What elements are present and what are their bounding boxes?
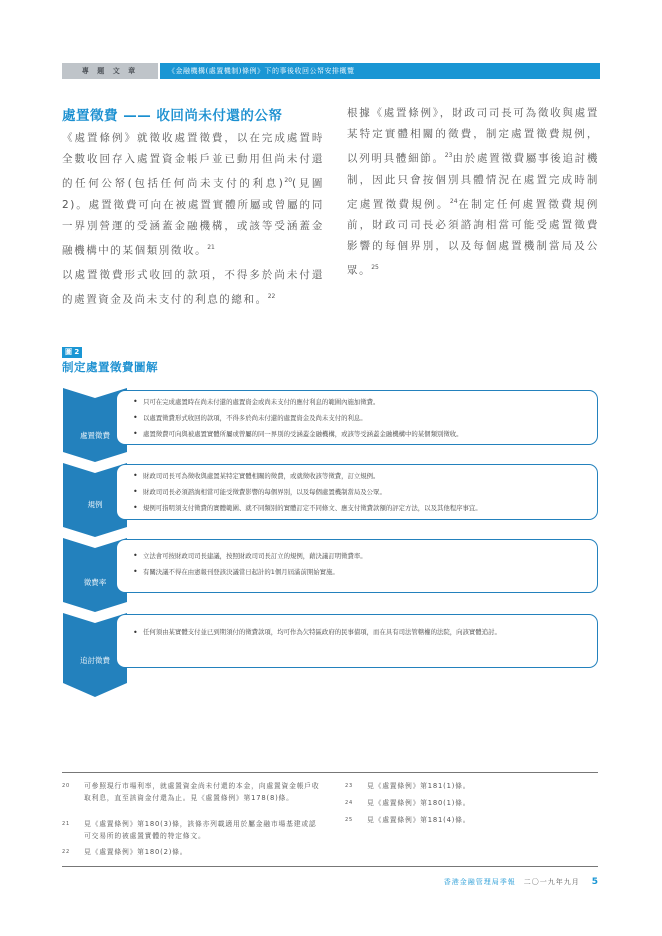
step-box-rate [116, 539, 598, 593]
issue-date: 二〇一九年九月 [523, 878, 580, 886]
bullet-item: • 處置徵費可向與被處置實體所屬或曾屬的同一界別的受涵蓋金融機構，或該等受涵蓋金融機構中的某個類別徵收。 [133, 426, 587, 442]
footnote-23: 23 見《處置條例》第181(1)條。 [345, 782, 471, 790]
figure-title: 制定處置徵費圖解 [62, 360, 158, 374]
footnote-ref[interactable]: 25 [371, 264, 379, 271]
figure-badge: 圖 2 [62, 347, 82, 358]
section-tag: 專 題 文 章 [62, 63, 158, 79]
step-label-levy: 處置徵費 [80, 431, 110, 440]
footnote-ref[interactable]: 20 [284, 177, 293, 184]
footnote-21: 21 見《處置條例》第180(3)條，該條亦列載適用於屬金融市場基建或認可交易所的被處置實體的特定條文。 [62, 820, 317, 840]
footnote-25: 25 見《處置條例》第181(4)條。 [345, 816, 471, 824]
bullet-item: • 以處置徵費形式收回的款項，不得多於尚未付還的處置資金及尚未支付的利息。 [133, 410, 587, 426]
bullet-item: • 財政司司長可為徵收與處置某特定實體相關的徵費，或就徵收該等徵費，訂立規例。 [133, 468, 587, 484]
footnote-ref[interactable]: 24 [449, 197, 458, 205]
step-label-recovery: 追討徵費 [80, 656, 110, 665]
paragraph-3: 根據《處置條例》，財政司司長可為徵收與處置某特定實體相關的徵費，制定處置徵費規例，以列明具體細節。$^{23}$由於處置徵費屬事後追討機制，因此只會按個別具體情況在處置完成時制定處置徵費規例。$^{24}$在制定任何處置徵費規例前，財政司司長必須諮詢相當可能受處置徵費影響的每個界別，以及每個處置機制當局及公眾。$^{25}$ [347, 107, 599, 277]
bullet-item: • 規例可指明須支付徵費的實體範圍、就不同類別的實體訂定不同條文、應支付徵費款額的評定方法，以及其他程序事宜。 [133, 500, 587, 516]
page-header [62, 63, 600, 79]
footnote-22: 22 見《處置條例》第180(2)條。 [62, 848, 188, 856]
bullet-item: • 財政司司長必須諮詢相當可能受徵費影響的每個界別，以及每個處置機制當局及公眾。 [133, 484, 587, 500]
section-heading: 處置徵費 —— 收回尚未付還的公帑 [62, 108, 283, 124]
footnote-divider [62, 772, 598, 773]
footnote-20: 20 可參照現行市場利率，就處置資金尚未付還的本金，向處置資金帳戶收取利息，直至該資金付還為止。見《處置條例》第178(8)條。 [62, 782, 320, 802]
bullet-item: • 任何須由某實體支付並已到期須付的徵費款項，均可作為欠特區政府的民事債項，而在具有司法管轄權的法院，向該實體追討。 [133, 627, 527, 638]
publication-name: 香港金融管理局季報 [443, 878, 516, 886]
step-box-recovery [116, 614, 598, 668]
bullet-item: • 有關決議不得在由憲報刊登該決議當日起計的1個月屆滿前開始實施。 [133, 564, 587, 580]
footnote-ref[interactable]: 22 [267, 293, 276, 300]
step-box-levy [116, 390, 598, 445]
footer-divider [62, 866, 598, 867]
footnote-ref[interactable]: 21 [207, 243, 215, 251]
page-footer [444, 877, 598, 887]
step-box-regulation [116, 464, 598, 520]
paragraph-2: 以處置徵費形式收回的款項，不得多於尚未付還的處置資金及尚未支付的利息的總和。$^{22}$ [62, 269, 324, 306]
step-label-regulation: 規例 [87, 500, 103, 509]
paragraph-1: 《處置條例》就徵收處置徵費，以在完成處置時全數收回存入處置資金帳戶並已動用但尚未付還的任何公帑(包括任何尚未支付的利息)$^{20}$(見圖2)。處置徵費可向在被處置實體所屬或曾屬的同一界別營運的受涵蓋金融機構，或該等受涵蓋金融機構中的某個類別徵收。$^{21}$ [62, 132, 324, 256]
running-title: 《金融機構(處置機制)條例》下的事後收回公帑安排概覽 [160, 63, 600, 79]
page-number: 5 [591, 877, 598, 887]
step-label-rate: 徵費率 [83, 578, 107, 587]
bullet-item: • 立法會可按財政司司長建議，按照財政司司長訂立的規例，藉決議訂明徵費率。 [133, 548, 587, 564]
bullet-item: • 只可在完成處置時在尚未付還的處置資金或尚未支付的應付利息的範圍內施加徵費。 [133, 394, 587, 410]
footnote-ref[interactable]: 23 [444, 152, 453, 159]
footnote-24: 24 見《處置條例》第180(1)條。 [345, 799, 471, 807]
